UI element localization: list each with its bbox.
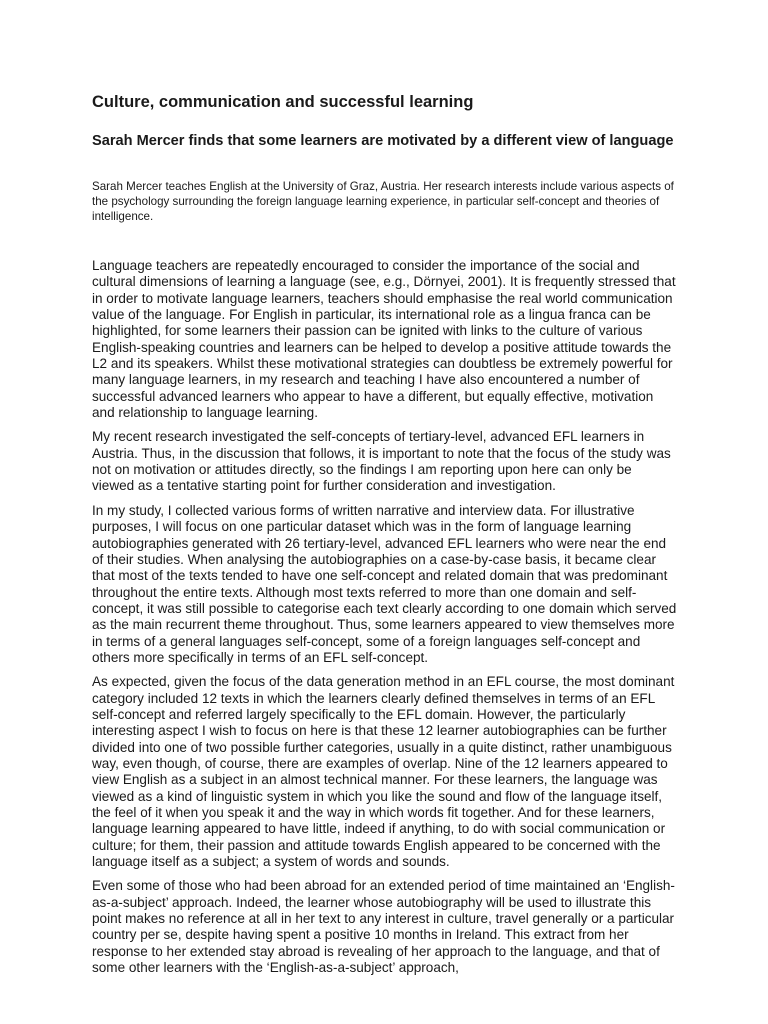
article-subtitle: Sarah Mercer finds that some learners are motivated by a different view of language xyxy=(92,133,674,149)
article-body xyxy=(92,258,677,984)
body-paragraph-2: My recent research investigated the self-concepts of tertiary-level, advanced EFL learners in Austria. Thus, in the discussion that follows, it is important to note that the focus of the study was not on motivation or attitudes directly, so the findings I am reporting upon here can only be viewed as a tentative starting point for further consideration and investigation. xyxy=(92,429,671,494)
body-paragraph-4: As expected, given the focus of the data generation method in an EFL course, the most dominant category included 12 texts in which the learners clearly defined themselves in terms of an EFL self-concept and referred largely specifically to the EFL domain. However, the particularly interesting aspect I wish to focus on here is that these 12 learner autobiographies can be further divided into one of two possible further categories, usually in a quite distinct, rather unambiguous way, even though, of course, there are examples of overlap. Nine of the 12 learners appeared to view English as a subject in an almost technical manner. For these learners, the language was viewed as a kind of linguistic system in which you like the sound and flow of the language itself, the feel of it when you speak it and the way in which words fit together. And for these learners, language learning appeared to have little, indeed if anything, to do with social communication or culture; for them, their passion and attitude towards English appeared to be concerned with the language itself as a subject; a system of words and sounds. xyxy=(92,674,675,870)
body-paragraph-5: Even some of those who had been abroad for an extended period of time maintained an ‘English-as-a-subject’ approach. Indeed, the learner whose autobiography will be used to illustrate this point makes no reference at all in her text to any interest in culture, travel generally or a particular country per se, despite having spent a positive 10 months in Ireland. This extract from her response to her extended stay abroad is revealing of her approach to the language, and that of some other learners with the ‘English-as-a-subject’ approach, xyxy=(92,878,675,976)
body-paragraph-3: In my study, I collected various forms of written narrative and interview data. For illustrative purposes, I will focus on one particular dataset which was in the form of language learning autobiographies generated with 26 tertiary-level, advanced EFL learners who were near the end of their studies. When analysing the autobiographies on a case-by-case basis, it became clear that most of the texts tended to have one self-concept and related domain that was predominant throughout the entire texts. Although most texts referred to more than one domain and self-concept, it was still possible to categorise each text clearly according to one domain which served as the main recurrent theme throughout. Thus, some learners appeared to view themselves more in terms of a general languages self-concept, some of a foreign languages self-concept and others more specifically in terms of an EFL self-concept. xyxy=(92,502,677,665)
body-paragraph-1: Language teachers are repeatedly encouraged to consider the importance of the social and cultural dimensions of learning a language (see, e.g., Dörnyei, 2001). It is frequently stressed that in order to motivate language learners, teachers should emphasise the real world communication value of the language. For English in particular, its international role as a lingua franca can be highlighted, for some learners their passion can be ignited with links to the culture of various English-speaking countries and learners can be helped to develop a positive attitude towards the L2 and its speakers. Whilst these motivational strategies can doubtless be extremely powerful for many language learners, in my research and teaching I have also encountered a number of successful advanced learners who appear to have a different, but equally effective, motivation and relationship to language learning. xyxy=(92,258,676,421)
author-bio: Sarah Mercer teaches English at the University of Graz, Austria. Her research interests include various aspects of the psychology surrounding the foreign language learning experience, in particular self-concept and theories of intelligence. xyxy=(92,180,674,224)
article-title: Culture, communication and successful learning xyxy=(92,93,474,111)
